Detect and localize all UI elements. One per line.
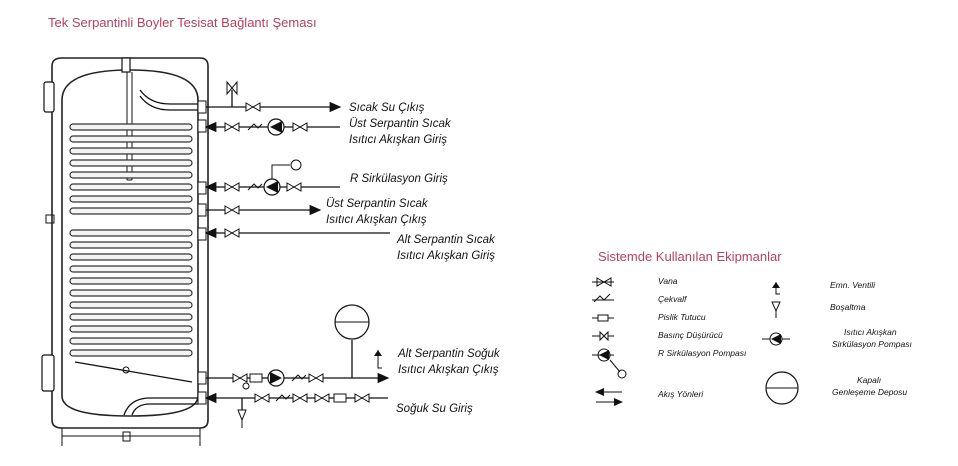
strainer-icon <box>598 315 608 321</box>
valve-icon <box>355 394 369 402</box>
label-lower-coil-in-2: Isıtıcı Akışkan Giriş <box>397 250 495 262</box>
legend-pressure-reducer: Basınç Düşürücü <box>658 330 723 340</box>
valve-icon <box>225 183 239 191</box>
valve-icon <box>225 206 239 214</box>
valve-icon <box>309 374 323 382</box>
legend-expansion-tank-2: Genleşeme Deposu <box>832 387 908 397</box>
pressure-gauge-icon <box>243 383 249 389</box>
lower-coil-outlet-line <box>206 305 501 386</box>
legend-title: Sistemde Kullanılan Ekipmanlar <box>598 249 782 264</box>
valve-icon <box>287 183 301 191</box>
valve-icon <box>255 394 269 402</box>
equipment-legend <box>592 249 912 404</box>
hot-water-line <box>206 82 425 114</box>
legend-check-valve: Çekvalf <box>658 294 687 304</box>
drain-icon <box>772 302 780 311</box>
label-cold-water-in: Soğuk Su Giriş <box>396 403 473 415</box>
label-lower-coil-out-2: Isıtıcı Akışkan Çıkış <box>398 364 499 376</box>
diagram-title: Tek Serpantinli Boyler Tesisat Bağlantı Şeması <box>48 15 317 30</box>
label-upper-coil-in-1: Üst Serpantin Sıcak <box>349 118 451 130</box>
pressure-reducer-icon <box>600 332 608 340</box>
valve-icon <box>246 103 260 111</box>
label-recirc-in: R Sirkülasyon Giriş <box>350 173 448 185</box>
label-upper-coil-out-1: Üst Serpantin Sıcak <box>326 198 428 210</box>
recirculation-line <box>206 160 448 195</box>
legend-strainer: Pislik Tutucu <box>658 312 706 322</box>
label-lower-coil-in-1: Alt Serpantin Sıcak <box>397 234 495 246</box>
valve-icon <box>233 374 247 382</box>
label-upper-coil-out-2: Isıtıcı Akışkan Çıkış <box>326 214 427 226</box>
legend-safety-valve: Emn. Ventili <box>830 280 876 290</box>
valve-icon <box>315 394 329 402</box>
valve-icon <box>293 123 307 131</box>
pressure-gauge-icon <box>291 160 301 170</box>
legend-valve: Vana <box>658 276 678 286</box>
legend-heater-pump-1: Isıtıcı Akışkan <box>844 327 897 337</box>
upper-coil-outlet-line <box>206 198 429 226</box>
upper-coil-inlet-line <box>206 118 452 146</box>
cold-water-line <box>206 383 473 428</box>
label-hot-water-out: Sıcak Su Çıkış <box>349 102 425 114</box>
lower-coil-inlet-line <box>206 229 496 262</box>
strainer-icon <box>250 374 262 382</box>
strainer-icon <box>334 394 346 402</box>
check-valve-icon <box>592 294 614 302</box>
legend-heater-pump-2: Sirkülasyon Pompası <box>832 339 912 349</box>
valve-icon <box>225 229 239 237</box>
label-lower-coil-out-1: Alt Serpantin Soğuk <box>398 348 500 360</box>
legend-recirc-pump: R Sirkülasyon Pompası <box>658 348 747 358</box>
valve-icon <box>293 394 307 402</box>
legend-drain: Boşaltma <box>830 302 866 312</box>
boiler-tank <box>42 58 208 446</box>
valve-icon <box>225 123 239 131</box>
drain-icon <box>238 410 246 420</box>
legend-flow-direction: Akış Yönleri <box>658 389 704 399</box>
label-upper-coil-in-2: Isıtıcı Akışkan Giriş <box>349 134 447 146</box>
legend-expansion-tank-1: Kapalı <box>857 375 882 385</box>
